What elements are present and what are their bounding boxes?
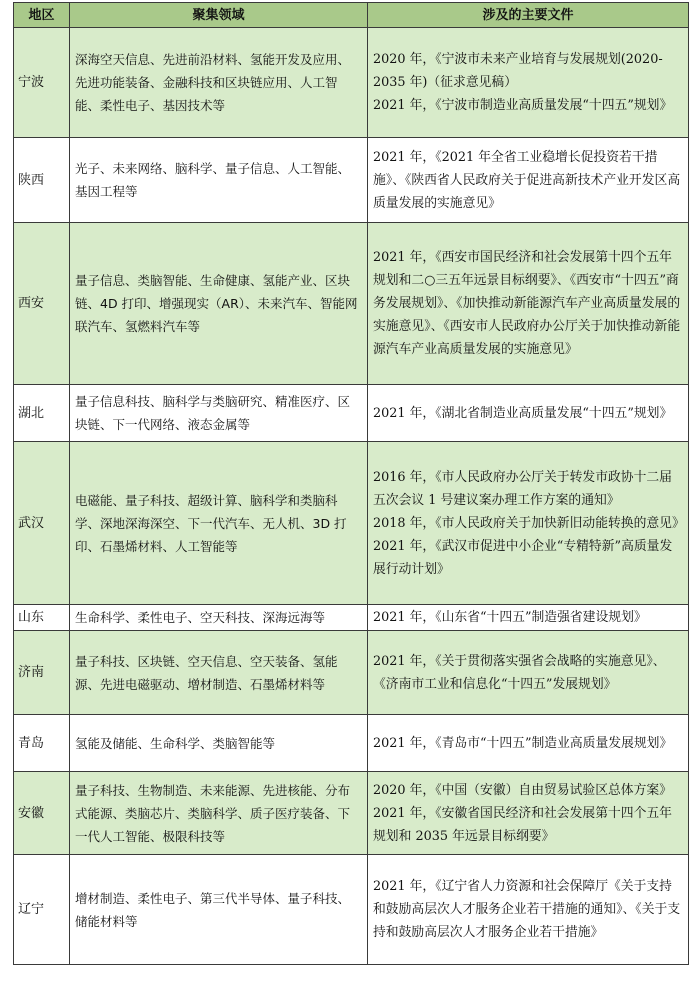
table-row [14,631,689,715]
document-entry: 2021 年，《关于贯彻落实强省会战略的实施意见》、《济南市工业和信息化“十四五”发展规划》 [373,653,666,692]
fields-cell: 光子、未来网络、脑科学、量子信息、人工智能、基因工程等 [70,138,368,223]
table-row [14,385,689,442]
table-row [14,855,689,965]
table-row [14,442,689,605]
fields-cell: 电磁能、量子科技、超级计算、脑科学和类脑科学、深地深海深空、下一代汽车、无人机、3D 打印、石墨烯材料、人工智能等 [70,442,368,605]
documents-cell [368,385,689,442]
region-cell: 青岛 [14,715,70,772]
table-row [14,28,689,138]
documents-cell [368,631,689,715]
document-entry: 2021 年，《武汉市促进中小企业“专精特新”高质量发展行动计划》 [373,538,673,577]
fields-cell: 量子科技、生物制造、未来能源、先进核能、分布式能源、类脑芯片、类脑科学、质子医疗装备、下一代人工智能、极限科技等 [70,772,368,855]
region-cell: 宁波 [14,28,70,138]
fields-cell: 量子科技、区块链、空天信息、空天装备、氢能源、先进电磁驱动、增材制造、石墨烯材料等 [70,631,368,715]
document-entry: 2021 年，《青岛市“十四五”制造业高质量发展规划》 [373,735,673,751]
document-entry: 2018 年，《市人民政府关于加快新旧动能转换的意见》 [373,515,685,531]
fields-cell: 量子信息、类脑智能、生命健康、氢能产业、区块链、4D 打印、增强现实（AR）、未来汽车、智能网联汽车、氢燃料汽车等 [70,223,368,385]
region-cell: 武汉 [14,442,70,605]
table-row [14,223,689,385]
table-row [14,138,689,223]
fields-cell: 氢能及储能、生命科学、类脑智能等 [70,715,368,772]
fields-cell: 生命科学、柔性电子、空天科技、深海远海等 [70,605,368,631]
document-table-wrapper [13,2,688,965]
documents-cell [368,605,689,631]
document-entry: 2021 年，《宁波市制造业高质量发展“十四五”规划》 [373,98,673,113]
documents-cell [368,442,689,605]
documents-cell [368,772,689,855]
document-entry: 2021 年，《西安市国民经济和社会发展第十四个五年规划和二○三五年远景目标纲要》、《西安市“十四五”商务发展规划》、《加快推动新能源汽车产业高质量发展的实施意见》、《西安市人民政府办公厅关于加快推动新能源汽车产业高质量发展的实施意见》 [373,250,681,357]
header-fields: 聚集领域 [70,3,368,28]
documents-cell [368,28,689,138]
table-header-row [14,3,689,28]
fields-cell: 深海空天信息、先进前沿材料、氢能开发及应用、先进功能装备、金融科技和区块链应用、人工智能、柔性电子、基因技术等 [70,28,368,138]
header-region: 地区 [14,3,70,28]
fields-cell: 增材制造、柔性电子、第三代半导体、量子科技、储能材料等 [70,855,368,965]
documents-cell [368,855,689,965]
region-cell: 西安 [14,223,70,385]
table-row [14,715,689,772]
document-entry: 2020 年，《宁波市未来产业培育与发展规划(2020-2035 年)（征求意见稿） [373,52,663,90]
fields-cell: 量子信息科技、脑科学与类脑研究、精准医疗、区块链、下一代网络、液态金属等 [70,385,368,442]
document-entry: 2021 年，《湖北省制造业高质量发展“十四五”规划》 [373,405,673,421]
document-entry: 2021 年，《安徽省国民经济和社会发展第十四个五年规划和 2035 年远景目标纲要》 [373,805,672,844]
region-cell: 安徽 [14,772,70,855]
document-entry: 2021 年，《2021 年全省工业稳增长促投资若干措施》、《陕西省人民政府关于促进高新技术产业开发区高质量发展的实施意见》 [373,149,681,211]
region-cell: 山东 [14,605,70,631]
document-entry: 2021 年，《辽宁省人力资源和社会保障厅《关于支持和鼓励高层次人才服务企业若干措施的通知》、《关于支持和鼓励高层次人才服务企业若干措施》 [373,879,681,940]
documents-cell [368,138,689,223]
table-row [14,772,689,855]
header-documents: 涉及的主要文件 [368,3,689,28]
region-cell: 湖北 [14,385,70,442]
industry-policy-table [13,2,689,965]
document-entry: 2021 年，《山东省“十四五”制造强省建设规划》 [373,610,647,625]
documents-cell [368,715,689,772]
region-cell: 济南 [14,631,70,715]
documents-cell [368,223,689,385]
region-cell: 辽宁 [14,855,70,965]
region-cell: 陕西 [14,138,70,223]
document-entry: 2020 年，《中国（安徽）自由贸易试验区总体方案》 [373,782,672,798]
table-row [14,605,689,631]
document-entry: 2016 年，《市人民政府办公厅关于转发市政协十二届五次会议 1 号建议案办理工作方案的通知》 [373,469,672,508]
